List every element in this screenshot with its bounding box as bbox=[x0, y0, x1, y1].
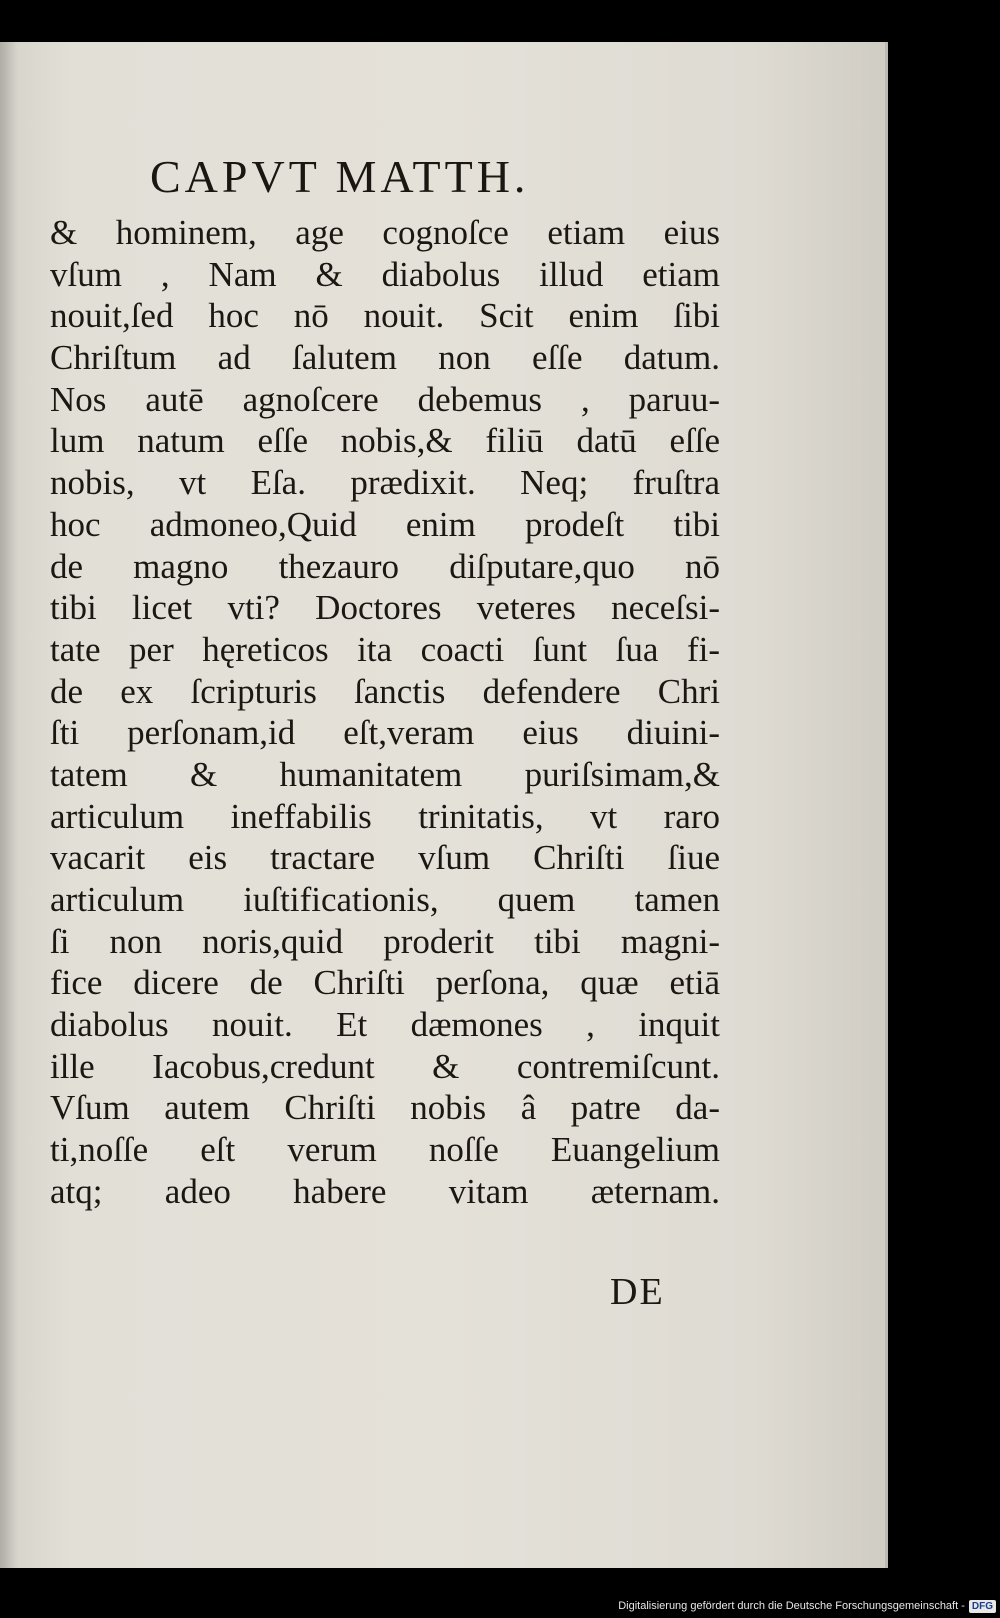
text-line: & hominem, age cognoſce etiam eius bbox=[50, 213, 720, 252]
dfg-logo-icon: DFG bbox=[969, 1600, 996, 1613]
catchword: DE bbox=[610, 1271, 665, 1313]
text-line: Chriſtum ad ſalutem non eſſe datum. bbox=[50, 338, 720, 378]
text-line: articulum ineffabilis trinitatis, vt raro bbox=[50, 796, 720, 836]
text-line: articulum iuſtificationis, quem tamen bbox=[50, 880, 720, 919]
body-text bbox=[50, 212, 720, 1213]
text-line: Vſum autem Chriſti nobis â patre da- bbox=[50, 1088, 720, 1128]
text-line: vſum , Nam & diabolus illud etiam bbox=[50, 254, 720, 294]
text-line: tibi licet vti? Doctores veteres neceſsi- bbox=[50, 588, 720, 628]
text-line: de magno thezauro diſputare,quo nō bbox=[50, 546, 720, 586]
text-line: ille Iacobus,credunt & contremiſcunt. bbox=[50, 1046, 720, 1086]
text-line: tate per hęreticos ita coacti ſunt ſua fi- bbox=[50, 629, 720, 669]
book-page bbox=[0, 42, 888, 1568]
text-line: diabolus nouit. Et dæmones , inquit bbox=[50, 1005, 720, 1045]
text-line: hoc admoneo,Quid enim prodeſt tibi bbox=[50, 504, 720, 544]
credit-text: Digitalisierung gefördert durch die Deutsche Forschungsgemeinschaft - bbox=[618, 1600, 965, 1612]
gutter-shadow bbox=[0, 42, 18, 1568]
text-line: fice dicere de Chriſti perſona, quæ etiā bbox=[50, 963, 720, 1003]
text-line: Nos autē agnoſcere debemus , paruu- bbox=[50, 379, 720, 419]
text-line: nobis, vt Eſa. prædixit. Neq; fruſtra bbox=[50, 463, 720, 503]
text-line: lum natum eſſe nobis,& filiū datū eſſe bbox=[50, 421, 720, 461]
text-line: ſi non noris,quid proderit tibi magni- bbox=[50, 921, 720, 961]
text-line: atq; adeo habere vitam æternam. bbox=[50, 1171, 720, 1211]
text-line: vacarit eis tractare vſum Chriſti ſiue bbox=[50, 838, 720, 878]
text-line: ſti perſonam,id eſt,veram eius diuini- bbox=[50, 713, 720, 753]
text-line: nouit,ſed hoc nō nouit. Scit enim ſibi bbox=[50, 296, 720, 336]
text-line: de ex ſcripturis ſanctis defendere Chri bbox=[50, 671, 720, 711]
text-line: ti,noſſe eſt verum noſſe Euangelium bbox=[50, 1130, 720, 1170]
running-title: CAPVT MATTH. bbox=[150, 151, 530, 202]
digitization-credit bbox=[618, 1596, 996, 1616]
text-line: tatem & humanitatem puriſsimam,& bbox=[50, 754, 720, 794]
